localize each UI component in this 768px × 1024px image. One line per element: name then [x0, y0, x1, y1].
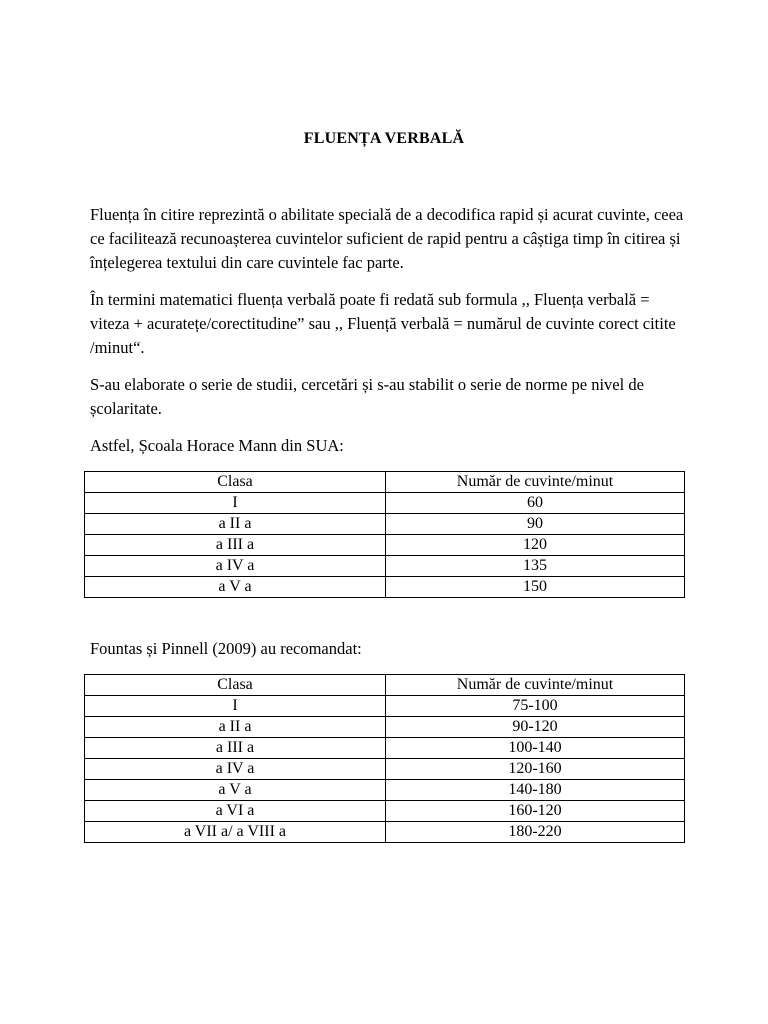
paragraph-horace-mann-intro: Astfel, Școala Horace Mann din SUA: — [90, 436, 344, 455]
table-cell: 135 — [386, 556, 685, 577]
table-row — [85, 738, 685, 759]
table-row — [85, 822, 685, 843]
table-header-cell: Număr de cuvinte/minut — [386, 472, 685, 493]
table-cell: a III a — [85, 738, 386, 759]
table-row — [85, 493, 685, 514]
table-header-row — [85, 675, 685, 696]
table-cell: 90 — [386, 514, 685, 535]
horace-mann-table — [84, 471, 685, 598]
table-cell: 120 — [386, 535, 685, 556]
table-row — [85, 759, 685, 780]
table-header-cell: Clasa — [85, 472, 386, 493]
table-cell: a III a — [85, 535, 386, 556]
table-cell: a II a — [85, 514, 386, 535]
document-title: FLUENȚA VERBALĂ — [303, 130, 465, 147]
table-row — [85, 780, 685, 801]
paragraph-fluency-definition: Fluența în citire reprezintă o abilitate specială de a decodifica rapid și acurat cuvinte, ceea ce facilitează recunoașterea cuvintelor suficient de rapid pentru a câștiga timp în citirea și înțelegerea textului din care cuvintele fac parte. — [90, 205, 684, 272]
fountas-pinnell-table — [84, 674, 685, 843]
table-cell: a II a — [85, 717, 386, 738]
table-row — [85, 717, 685, 738]
table-header-cell: Număr de cuvinte/minut — [386, 675, 685, 696]
paragraph-fountas-pinnell-intro: Fountas și Pinnell (2009) au recomandat: — [90, 639, 362, 658]
table-cell: a V a — [85, 780, 386, 801]
table-row — [85, 514, 685, 535]
table-cell: a VII a/ a VIII a — [85, 822, 386, 843]
table-cell: I — [85, 696, 386, 717]
table-cell: 120-160 — [386, 759, 685, 780]
table-cell: 180-220 — [386, 822, 685, 843]
table-cell: 100-140 — [386, 738, 685, 759]
table-header-row — [85, 472, 685, 493]
table-header-cell: Clasa — [85, 675, 386, 696]
table-cell: a IV a — [85, 759, 386, 780]
table-cell: 140-180 — [386, 780, 685, 801]
table-row — [85, 577, 685, 598]
table-row — [85, 535, 685, 556]
table-row — [85, 801, 685, 822]
paragraph-studies: S-au elaborate o serie de studii, cercetări și s-au stabilit o serie de norme pe nivel de școlaritate. — [90, 375, 644, 418]
table-cell: 75-100 — [386, 696, 685, 717]
table-cell: I — [85, 493, 386, 514]
table-cell: a V a — [85, 577, 386, 598]
table-cell: 90-120 — [386, 717, 685, 738]
table-row — [85, 556, 685, 577]
table-cell: a VI a — [85, 801, 386, 822]
table-cell: a IV a — [85, 556, 386, 577]
table-cell: 60 — [386, 493, 685, 514]
table-cell: 160-120 — [386, 801, 685, 822]
table-cell: 150 — [386, 577, 685, 598]
paragraph-fluency-formula: În termini matematici fluența verbală poate fi redată sub formula ,, Fluența verbală = viteza + acuratețe/corectitudine” sau ,, Fluență verbală = numărul de cuvinte corect citite /minut“. — [90, 290, 676, 357]
table-row — [85, 696, 685, 717]
